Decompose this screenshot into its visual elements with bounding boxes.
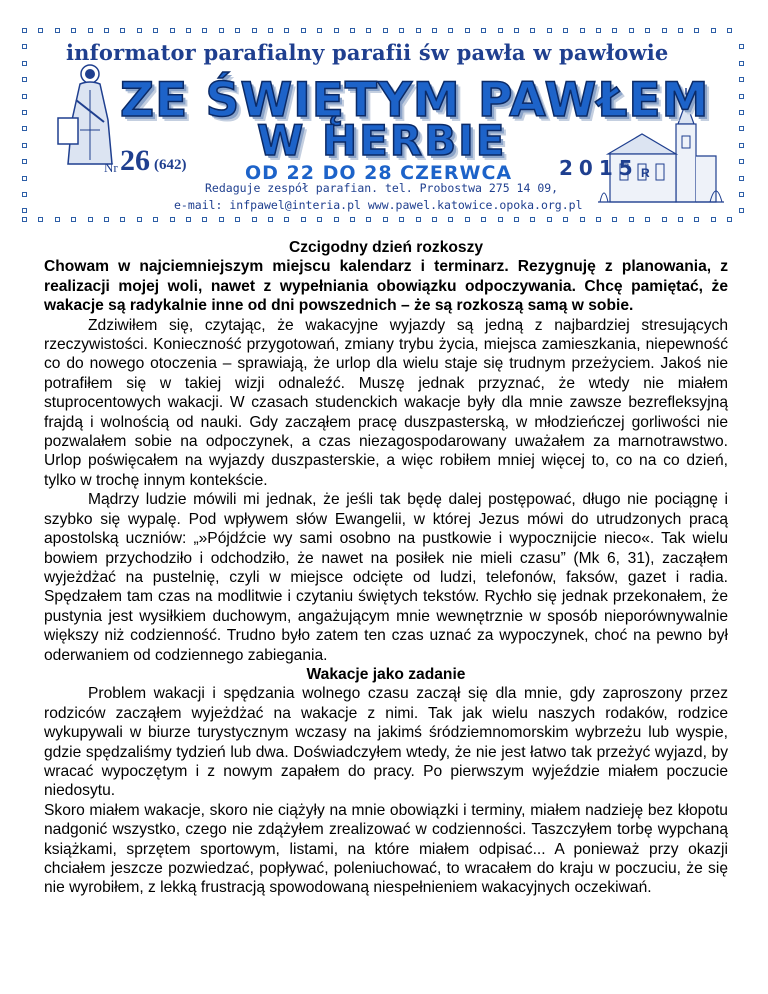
- border-square: [38, 28, 43, 33]
- border-square: [170, 217, 175, 222]
- border-square: [739, 176, 744, 181]
- border-square: [366, 217, 371, 222]
- article-subtitle: Wakacje jako zadanie: [306, 665, 466, 683]
- article-lead: Chowam w najciemniejszym miejscu kalendarz i terminarz. Rezygnuję z planowania, z realizacji mojej woli, nawet z wypełniania obowiązku odpoczywania. Chcę pamiętać, że wakacje są radykalnie inne od dni powszednich – że są rozkoszą samą w sobie.: [44, 258, 728, 315]
- border-square: [120, 28, 125, 33]
- border-square: [104, 28, 109, 33]
- border-square: [284, 217, 289, 222]
- border-square: [498, 217, 503, 222]
- border-square: [739, 94, 744, 99]
- border-square: [739, 61, 744, 66]
- border-square: [448, 217, 453, 222]
- border-square: [219, 28, 224, 33]
- border-square: [383, 217, 388, 222]
- border-square: [268, 217, 273, 222]
- article-paragraph: Zdziwiłem się, czytając, że wakacyjne wyjazdy są jedną z najbardziej stresujących rzeczywistości. Konieczność przygotowań, zmiany trybu życia, miejsca zamieszkania, niepewność co do nowego otoczenia – sprawiają, że urlop dla wielu staje się trudnym przeżyciem. Jakoś nie potrafiłem się w takiej wizji odnaleźć. Muszę jednak przyznać, że wtedy nie miałem stuprocentowych wakacji. W czasach studenckich wakacje były dla mnie zawsze bezrefleksyjną frajdą i wolnością od nauki. Gdy zacząłem pracę duszpasterską, w młodzieńczej gorliwości nie pozwalałem sobie na odpoczynek, a czas niezagospodarowany uważałem za marnotrawstwo. Urlop poświęcałem na wyjazdy duszpasterskie, a więc robiłem mniej więcej to, co na co dzień, tylko w trochę innym kontekście.: [44, 316, 728, 489]
- border-square: [317, 28, 322, 33]
- border-square: [170, 28, 175, 33]
- contact-line-phone: Redaguje zespół parafian. tel. Probostwa 275 14 09,: [205, 181, 559, 195]
- newsletter-title-line1: ZE ŚWIĘTYM PAWŁEM: [120, 73, 710, 128]
- border-square: [711, 28, 716, 33]
- border-square: [399, 217, 404, 222]
- border-square: [563, 217, 568, 222]
- border-square: [22, 126, 27, 131]
- border-square: [284, 28, 289, 33]
- border-square: [350, 217, 355, 222]
- border-square: [711, 217, 716, 222]
- article: [44, 238, 728, 898]
- border-square: [22, 44, 27, 49]
- border-square: [629, 28, 634, 33]
- border-square: [22, 143, 27, 148]
- border-square: [235, 217, 240, 222]
- border-square: [252, 28, 257, 33]
- border-square: [662, 28, 667, 33]
- border-square: [739, 143, 744, 148]
- issue-year-suffix: R: [641, 166, 650, 180]
- border-square: [612, 28, 617, 33]
- border-square: [186, 28, 191, 33]
- border-square: [596, 217, 601, 222]
- border-square: [580, 217, 585, 222]
- border-square: [88, 217, 93, 222]
- border-square: [317, 217, 322, 222]
- border-square: [739, 192, 744, 197]
- border-square: [416, 28, 421, 33]
- border-square: [739, 126, 744, 131]
- border-square: [416, 217, 421, 222]
- border-square: [596, 28, 601, 33]
- article-title: Czcigodny dzień rozkoszy: [288, 239, 484, 256]
- border-square: [137, 28, 142, 33]
- border-square: [252, 217, 257, 222]
- border-square: [55, 217, 60, 222]
- issue-label: Nr: [104, 160, 118, 175]
- border-square: [350, 28, 355, 33]
- border-square: [71, 28, 76, 33]
- border-square: [38, 217, 43, 222]
- border-square: [580, 28, 585, 33]
- border-square: [727, 217, 732, 222]
- saint-paul-illustration: [50, 60, 130, 170]
- border-square: [22, 176, 27, 181]
- border-square: [104, 217, 109, 222]
- border-square: [202, 217, 207, 222]
- border-square: [334, 28, 339, 33]
- border-square: [645, 217, 650, 222]
- border-square: [629, 217, 634, 222]
- newsletter-tagline: informator parafialny parafii św pawła w pawłowie: [66, 40, 669, 65]
- border-square: [22, 94, 27, 99]
- border-square: [301, 217, 306, 222]
- border-square: [727, 28, 732, 33]
- border-square: [22, 192, 27, 197]
- border-square: [739, 77, 744, 82]
- border-square: [432, 28, 437, 33]
- contact-line-web: e-mail: infpawel@interia.pl www.pawel.katowice.opoka.org.pl: [174, 198, 583, 212]
- border-square: [334, 217, 339, 222]
- article-paragraph: Problem wakacji i spędzania wolnego czasu zaczął się dla mnie, gdy zaproszony przez rodziców zacząłem wyjeżdżać na wakacje z nimi. Tak jak wielu naszych rodaków, rodzice wykupywali w biurze turystycznym wczasy na jakimś śródziemnomorskim wybrzeżu lub wyspie, gdzie spędzaliśmy tydzień lub dwa. Doświadczyłem wtedy, że nie jest łatwo tak przeżyć wyjazd, by wracać wypoczętym i z nowym zapałem do pracy. Po pierwszym wyjeździe miałem poczucie niedosytu.: [44, 685, 728, 800]
- border-square: [739, 208, 744, 213]
- border-square: [186, 217, 191, 222]
- border-square: [465, 217, 470, 222]
- border-square: [383, 28, 388, 33]
- border-square: [448, 28, 453, 33]
- date-range: OD 22 DO 28 CZERWCA: [245, 162, 513, 184]
- border-square: [22, 217, 27, 222]
- border-square: [202, 28, 207, 33]
- border-square: [235, 28, 240, 33]
- border-square: [399, 28, 404, 33]
- border-square: [219, 217, 224, 222]
- border-square: [481, 217, 486, 222]
- border-square: [678, 217, 683, 222]
- border-square: [514, 28, 519, 33]
- border-square: [22, 61, 27, 66]
- issue-total: (642): [154, 157, 187, 173]
- border-square: [137, 217, 142, 222]
- border-square: [268, 28, 273, 33]
- border-square: [465, 28, 470, 33]
- border-square: [662, 217, 667, 222]
- newsletter-title-line2: W HERBIE: [257, 116, 507, 165]
- border-square: [530, 217, 535, 222]
- border-square: [153, 217, 158, 222]
- border-square: [645, 28, 650, 33]
- border-square: [694, 28, 699, 33]
- article-paragraph: Skoro miałem wakacje, skoro nie ciążyły na mnie obowiązki i terminy, miałem nadzieję bez kłopotu nadgonić wszystko, czego nie zdążyłem zrealizować w codzienności. Taszczyłem torbę wypchaną książkami, sprzętem sportowym, listami, na które miałem odpisać... A ponieważ przy okazji chciałem jeszcze pozwiedzać, popływać, poleniuchować, to wracałem do kraju w poczuciu, że się nie wyrobiłem, z lekką frustracją spowodowaną niespełnieniem wakacyjnych oczekiwań.: [44, 801, 728, 897]
- border-square: [153, 28, 158, 33]
- border-square: [563, 28, 568, 33]
- border-square: [514, 217, 519, 222]
- border-square: [432, 217, 437, 222]
- border-square: [739, 110, 744, 115]
- border-square: [530, 28, 535, 33]
- border-square: [22, 208, 27, 213]
- border-square: [739, 159, 744, 164]
- border-square: [71, 217, 76, 222]
- border-square: [22, 77, 27, 82]
- border-square: [498, 28, 503, 33]
- border-square: [88, 28, 93, 33]
- border-square: [22, 110, 27, 115]
- border-square: [55, 28, 60, 33]
- border-square: [739, 44, 744, 49]
- border-square: [612, 217, 617, 222]
- border-square: [301, 28, 306, 33]
- border-square: [366, 28, 371, 33]
- border-square: [120, 217, 125, 222]
- border-square: [678, 28, 683, 33]
- border-square: [22, 28, 27, 33]
- border-square: [22, 159, 27, 164]
- border-square: [547, 217, 552, 222]
- issue-year: 2015: [559, 156, 639, 180]
- border-square: [547, 28, 552, 33]
- border-square: [694, 217, 699, 222]
- article-paragraph: Mądrzy ludzie mówili mi jednak, że jeśli tak będę dalej postępować, długo nie pociągnę i szybko się wypalę. Pod wpływem słów Ewangelii, w której Jezus mówi do utrudzonych pracą apostolską uczniów: „»Pójdźcie wy sami osobno na pustkowie i wypocznijcie nieco«. Tak wielu bowiem przychodziło i odchodziło, że nawet na posiłek nie mieli czasu” (Mk 6, 31), zacząłem wyjeżdżać na pustelnię, czyli w miejsce odcięte od ludzi, telefonów, faksów, gazet i radia. Spędzałem tam czas na modlitwie i czytaniu świętych tekstów. Rychło się jednak przekonałem, że pustynia jest wysiłkiem duchowym, angażującym mnie wewnętrznie w sposób nieporównywalnie większy niż codzienność. Trudno było zatem ten czas uznać za wypoczynek, choć na pewno był oderwaniem od codziennego zabiegania.: [44, 491, 728, 664]
- border-square: [481, 28, 486, 33]
- issue-number: 26: [120, 144, 150, 177]
